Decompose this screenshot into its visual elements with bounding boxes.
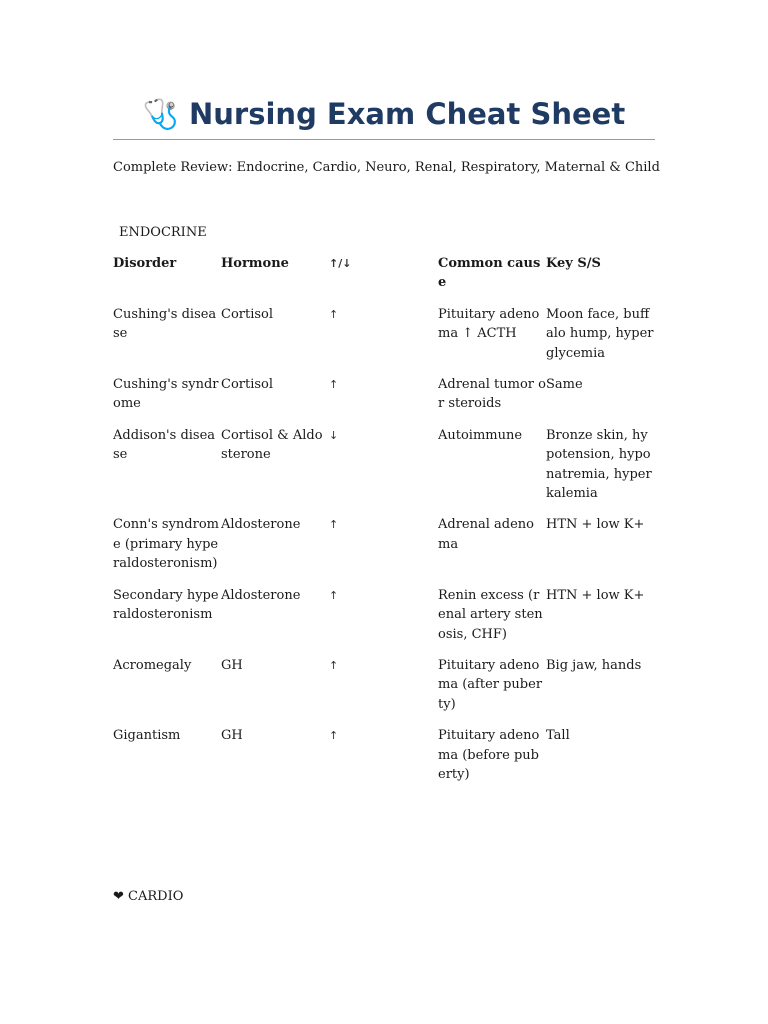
cell-change (329, 305, 438, 375)
change-arrow: ↑ (329, 658, 339, 672)
cell-cause: Pituitary adenoma (after puberty) (438, 657, 543, 712)
cell-hormone: Cortisol (221, 306, 274, 322)
column-header-hormone: Hormone (221, 256, 289, 271)
cell-disorder: Secondary hyperaldosteronism (113, 587, 219, 623)
cell-hormone: Aldosterone (221, 587, 301, 603)
table-row (113, 375, 655, 426)
cell-change (329, 375, 438, 426)
cell-change (329, 586, 438, 656)
column-header-change (329, 254, 438, 305)
cell-signs: Moon face, buffalo hump, hyperglycemia (546, 306, 654, 361)
cell-disorder: Gigantism (113, 728, 181, 744)
column-header-signs: Key S/S (546, 256, 601, 271)
page-subtitle: Complete Review: Endocrine, Cardio, Neuro, Renal, Respiratory, Maternal & Child (113, 160, 660, 175)
cell-disorder: Conn's syndrome (primary hyperaldosteronism) (113, 517, 219, 572)
column-header-cause: Common cause (438, 256, 541, 291)
cell-hormone: GH (221, 728, 243, 744)
change-arrow: ↑ (329, 588, 339, 602)
table-row (113, 426, 655, 516)
cell-cause: Adrenal tumor or steroids (438, 377, 546, 412)
cell-signs: HTN + low K+ (546, 587, 645, 603)
change-arrow: ↑ (329, 518, 339, 532)
cell-signs: Big jaw, hands (546, 657, 642, 673)
cell-change (329, 515, 438, 585)
cell-change (329, 426, 438, 516)
page-title: 🩺 Nursing Exam Cheat Sheet (142, 97, 626, 131)
cell-disorder: Cushing's disease (113, 306, 217, 342)
cell-hormone: GH (221, 657, 243, 673)
change-arrow: ↑ (329, 729, 339, 743)
cell-disorder: Acromegaly (113, 657, 192, 673)
table-row (113, 305, 655, 375)
column-header-change-label: ↑/↓ (329, 257, 352, 270)
table-row (113, 515, 655, 585)
cell-change (329, 726, 438, 796)
cell-hormone: Cortisol & Aldosterone (221, 427, 323, 463)
section-heading-endocrine: ENDOCRINE (119, 225, 207, 240)
endocrine-table (113, 254, 655, 796)
cell-signs: Bronze skin, hypotension, hyponatremia, hyperkalemia (546, 427, 652, 502)
table-row (113, 586, 655, 656)
cell-cause: Renin excess (renal artery stenosis, CHF) (438, 587, 543, 642)
cell-cause: Pituitary adenoma ↑ ACTH (438, 306, 540, 342)
cell-hormone: Cortisol (221, 377, 274, 393)
table-row (113, 656, 655, 726)
section-heading-cardio: ❤ CARDIO (113, 889, 184, 904)
change-arrow: ↑ (329, 378, 339, 392)
column-header-disorder: Disorder (113, 256, 177, 271)
change-arrow: ↓ (329, 428, 339, 442)
cell-hormone: Aldosterone (221, 517, 301, 533)
change-arrow: ↑ (329, 307, 339, 321)
cell-signs: Tall (546, 728, 570, 744)
cell-cause: Pituitary adenoma (before puberty) (438, 728, 540, 782)
cell-disorder: Cushing's syndrome (113, 377, 219, 412)
cell-cause: Adrenal adenoma (438, 517, 534, 552)
cell-signs: HTN + low K+ (546, 517, 645, 533)
cell-cause: Autoimmune (438, 427, 523, 443)
table-row (113, 726, 655, 796)
title-divider (113, 139, 655, 140)
cell-change (329, 656, 438, 726)
cell-signs: Same (546, 377, 583, 393)
table-header-row (113, 254, 655, 305)
cell-disorder: Addison's disease (113, 427, 216, 463)
